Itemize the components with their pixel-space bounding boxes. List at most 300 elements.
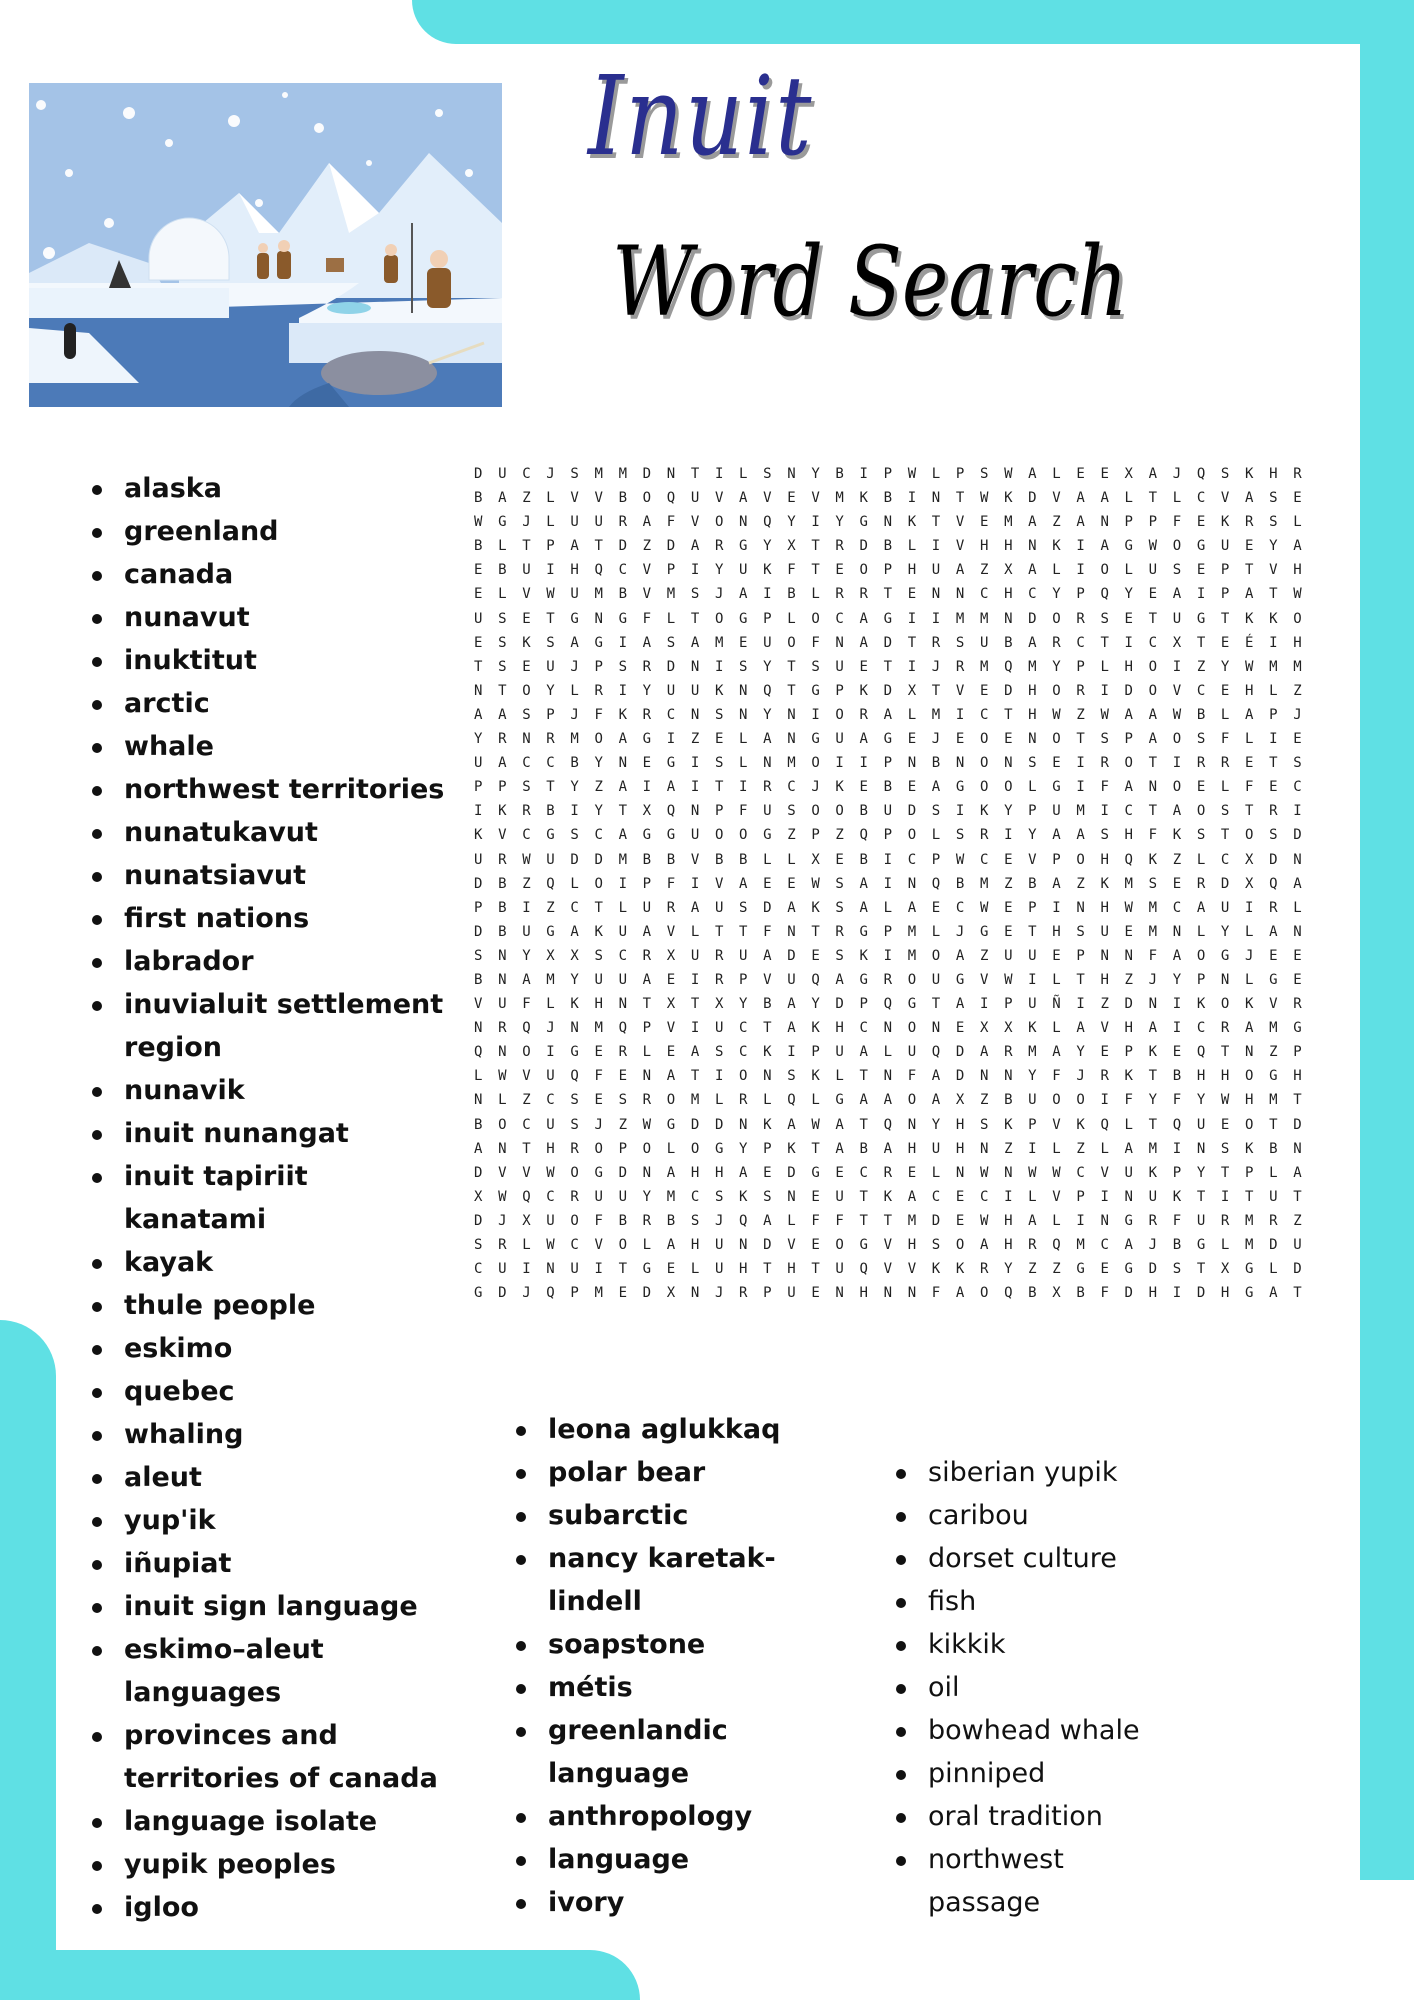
grid-cell[interactable]: R	[1028, 1237, 1037, 1253]
grid-cell[interactable]: F	[931, 1285, 941, 1302]
grid-cell[interactable]: J	[1293, 706, 1302, 723]
grid-cell[interactable]: A	[1245, 490, 1254, 507]
grid-cell[interactable]: R	[546, 731, 555, 748]
grid-cell[interactable]: N	[787, 731, 796, 748]
grid-cell[interactable]: P	[763, 1285, 772, 1302]
grid-cell[interactable]: L	[570, 875, 579, 892]
grid-cell[interactable]: V	[1052, 1188, 1061, 1205]
grid-cell[interactable]: S	[1269, 827, 1278, 844]
grid-cell[interactable]: H	[714, 1164, 724, 1181]
grid-cell[interactable]: O	[666, 1092, 676, 1109]
grid-cell[interactable]: R	[642, 706, 652, 723]
grid-cell[interactable]: K	[594, 923, 603, 940]
grid-cell[interactable]: C	[546, 1092, 555, 1109]
grid-cell[interactable]: X	[666, 947, 676, 964]
grid-cell[interactable]: A	[835, 1116, 844, 1133]
grid-cell[interactable]: Z	[835, 827, 844, 844]
grid-cell[interactable]: V	[1028, 851, 1037, 868]
grid-cell[interactable]: G	[570, 1044, 579, 1061]
grid-cell[interactable]: G	[570, 610, 579, 627]
grid-cell[interactable]: K	[1076, 1116, 1085, 1133]
grid-cell[interactable]: K	[859, 947, 868, 964]
grid-cell[interactable]: F	[666, 514, 676, 531]
grid-cell[interactable]: B	[859, 803, 868, 820]
grid-cell[interactable]: P	[1004, 996, 1013, 1013]
grid-cell[interactable]: E	[811, 1285, 820, 1302]
grid-cell[interactable]: L	[1124, 490, 1133, 507]
grid-cell[interactable]: K	[1004, 490, 1013, 507]
grid-cell[interactable]: B	[739, 851, 748, 868]
grid-cell[interactable]: V	[714, 490, 724, 507]
grid-cell[interactable]: U	[570, 586, 579, 603]
grid-cell[interactable]: R	[1220, 1212, 1230, 1229]
grid-cell[interactable]: F	[1100, 1285, 1109, 1302]
grid-cell[interactable]: V	[642, 562, 652, 579]
grid-cell[interactable]: A	[883, 706, 893, 723]
grid-cell[interactable]: B	[787, 586, 796, 603]
grid-cell[interactable]: R	[859, 706, 868, 723]
grid-cell[interactable]: E	[931, 899, 941, 916]
grid-cell[interactable]: A	[498, 755, 507, 772]
grid-cell[interactable]: P	[955, 466, 965, 482]
grid-cell[interactable]: S	[835, 875, 844, 892]
grid-cell[interactable]: K	[474, 827, 483, 844]
grid-cell[interactable]: I	[714, 466, 724, 482]
grid-cell[interactable]: I	[955, 706, 965, 723]
grid-cell[interactable]: T	[859, 1068, 868, 1085]
grid-cell[interactable]: W	[1148, 538, 1158, 555]
grid-cell[interactable]: C	[979, 1188, 989, 1205]
grid-cell[interactable]: I	[1220, 1188, 1230, 1205]
grid-cell[interactable]: K	[1172, 827, 1182, 844]
grid-cell[interactable]: G	[618, 610, 627, 627]
grid-cell[interactable]: A	[931, 1068, 941, 1085]
grid-cell[interactable]: S	[1220, 466, 1230, 482]
grid-cell[interactable]: H	[1245, 682, 1254, 699]
grid-cell[interactable]: K	[1172, 1188, 1182, 1205]
grid-cell[interactable]: D	[1028, 490, 1037, 507]
grid-cell[interactable]: J	[714, 586, 724, 603]
grid-cell[interactable]: D	[1124, 1285, 1133, 1302]
grid-cell[interactable]: Q	[739, 1212, 748, 1229]
grid-cell[interactable]: B	[618, 490, 627, 507]
grid-cell[interactable]: R	[642, 1092, 652, 1109]
grid-cell[interactable]: R	[979, 827, 989, 844]
grid-cell[interactable]: H	[594, 996, 603, 1013]
grid-cell[interactable]: P	[1076, 1188, 1085, 1205]
grid-cell[interactable]: K	[811, 899, 820, 916]
grid-cell[interactable]: G	[859, 1237, 868, 1253]
grid-cell[interactable]: G	[955, 971, 965, 988]
grid-cell[interactable]: I	[618, 875, 627, 892]
grid-cell[interactable]: E	[955, 1212, 965, 1229]
grid-cell[interactable]: N	[739, 1237, 748, 1253]
grid-cell[interactable]: N	[474, 1092, 483, 1109]
grid-cell[interactable]: V	[1100, 1164, 1109, 1181]
grid-cell[interactable]: I	[1076, 538, 1085, 555]
grid-cell[interactable]: S	[1100, 827, 1109, 844]
grid-cell[interactable]: N	[1004, 1068, 1013, 1085]
grid-cell[interactable]: E	[811, 1188, 820, 1205]
grid-cell[interactable]: C	[1076, 1164, 1085, 1181]
grid-cell[interactable]: R	[1293, 466, 1302, 482]
grid-cell[interactable]: U	[979, 634, 989, 651]
grid-cell[interactable]: V	[570, 490, 579, 507]
grid-cell[interactable]: A	[859, 1092, 868, 1109]
grid-cell[interactable]: H	[859, 1285, 868, 1302]
grid-cell[interactable]: K	[835, 779, 844, 796]
grid-cell[interactable]: Y	[787, 514, 796, 531]
grid-cell[interactable]: K	[498, 803, 507, 820]
grid-cell[interactable]: L	[1245, 923, 1254, 940]
grid-cell[interactable]: Y	[811, 996, 820, 1013]
grid-cell[interactable]: J	[570, 706, 579, 723]
grid-cell[interactable]: F	[642, 610, 652, 627]
grid-cell[interactable]: O	[570, 1212, 579, 1229]
grid-cell[interactable]: S	[714, 755, 724, 772]
grid-cell[interactable]: K	[1148, 851, 1158, 868]
grid-cell[interactable]: N	[1220, 971, 1230, 988]
grid-cell[interactable]: Z	[1293, 1212, 1302, 1229]
grid-cell[interactable]: P	[1172, 1164, 1182, 1181]
grid-cell[interactable]: U	[618, 1188, 627, 1205]
grid-cell[interactable]: I	[1076, 755, 1085, 772]
grid-cell[interactable]: C	[1196, 682, 1206, 699]
grid-cell[interactable]: B	[498, 875, 507, 892]
grid-cell[interactable]: L	[787, 1212, 796, 1229]
grid-cell[interactable]: A	[883, 1140, 893, 1157]
grid-cell[interactable]: R	[1245, 514, 1254, 531]
grid-cell[interactable]: F	[1220, 731, 1230, 748]
grid-cell[interactable]: C	[1076, 634, 1085, 651]
grid-cell[interactable]: Z	[594, 779, 603, 796]
grid-cell[interactable]: K	[1245, 1140, 1254, 1157]
grid-cell[interactable]: N	[907, 1285, 917, 1302]
grid-cell[interactable]: U	[883, 803, 893, 820]
grid-cell[interactable]: V	[763, 490, 772, 507]
grid-cell[interactable]: T	[1220, 827, 1230, 844]
grid-cell[interactable]: V	[787, 1237, 796, 1253]
grid-cell[interactable]: N	[739, 682, 748, 699]
grid-cell[interactable]: V	[1052, 490, 1061, 507]
grid-cell[interactable]: R	[1196, 875, 1206, 892]
grid-cell[interactable]: O	[1124, 755, 1133, 772]
grid-cell[interactable]: I	[1172, 658, 1182, 675]
grid-cell[interactable]: Y	[474, 731, 483, 748]
grid-cell[interactable]: I	[1076, 562, 1085, 579]
grid-cell[interactable]: E	[1148, 586, 1158, 603]
grid-cell[interactable]: W	[1028, 1164, 1037, 1181]
grid-cell[interactable]: E	[835, 1164, 844, 1181]
grid-cell[interactable]: I	[618, 682, 627, 699]
grid-cell[interactable]: F	[1148, 827, 1158, 844]
grid-cell[interactable]: A	[1148, 1020, 1158, 1037]
grid-cell[interactable]: D	[1269, 851, 1278, 868]
grid-cell[interactable]: Z	[522, 1092, 531, 1109]
grid-cell[interactable]: N	[1100, 947, 1109, 964]
grid-cell[interactable]: T	[1148, 755, 1158, 772]
grid-cell[interactable]: W	[1004, 971, 1013, 988]
grid-cell[interactable]: I	[666, 731, 676, 748]
grid-cell[interactable]: O	[690, 1140, 700, 1157]
grid-cell[interactable]: S	[714, 1188, 724, 1205]
grid-cell[interactable]: E	[1245, 538, 1254, 555]
grid-cell[interactable]: A	[787, 1116, 796, 1133]
grid-cell[interactable]: X	[955, 1092, 965, 1109]
grid-cell[interactable]: L	[1220, 1237, 1230, 1253]
grid-cell[interactable]: D	[714, 1116, 724, 1133]
grid-cell[interactable]: Y	[1028, 1068, 1037, 1085]
grid-cell[interactable]: U	[618, 971, 627, 988]
grid-cell[interactable]: F	[594, 1212, 603, 1229]
grid-cell[interactable]: L	[1245, 971, 1254, 988]
grid-cell[interactable]: J	[570, 658, 579, 675]
grid-cell[interactable]: G	[642, 827, 652, 844]
grid-cell[interactable]: L	[739, 731, 748, 748]
grid-cell[interactable]: Q	[594, 562, 603, 579]
grid-cell[interactable]: V	[714, 875, 724, 892]
grid-cell[interactable]: O	[931, 947, 941, 964]
grid-cell[interactable]: R	[835, 586, 844, 603]
grid-cell[interactable]: K	[763, 1116, 772, 1133]
grid-cell[interactable]: O	[811, 755, 820, 772]
grid-cell[interactable]: H	[1124, 827, 1133, 844]
grid-cell[interactable]: R	[1148, 1212, 1158, 1229]
grid-cell[interactable]: T	[642, 996, 652, 1013]
grid-cell[interactable]: H	[690, 1237, 700, 1253]
grid-cell[interactable]: R	[1196, 755, 1206, 772]
grid-cell[interactable]: U	[739, 562, 748, 579]
grid-cell[interactable]: W	[546, 1237, 555, 1253]
grid-cell[interactable]: A	[498, 706, 507, 723]
grid-cell[interactable]: O	[1052, 731, 1061, 748]
grid-cell[interactable]: Y	[1052, 586, 1061, 603]
grid-cell[interactable]: I	[546, 1044, 555, 1061]
grid-cell[interactable]: N	[618, 996, 627, 1013]
grid-cell[interactable]: T	[1148, 803, 1158, 820]
grid-cell[interactable]: E	[666, 1261, 676, 1278]
grid-cell[interactable]: K	[1220, 514, 1230, 531]
grid-cell[interactable]: H	[1293, 634, 1302, 651]
grid-cell[interactable]: W	[1245, 658, 1254, 675]
grid-cell[interactable]: T	[931, 682, 941, 699]
grid-cell[interactable]: Y	[1269, 538, 1278, 555]
grid-cell[interactable]: S	[1196, 827, 1206, 844]
grid-cell[interactable]: Z	[546, 899, 555, 916]
grid-cell[interactable]: X	[787, 538, 796, 555]
grid-cell[interactable]: S	[955, 634, 965, 651]
grid-cell[interactable]: G	[594, 1164, 603, 1181]
grid-cell[interactable]: R	[763, 779, 772, 796]
grid-cell[interactable]: E	[1196, 514, 1206, 531]
grid-cell[interactable]: E	[1196, 562, 1206, 579]
grid-cell[interactable]: A	[522, 971, 531, 988]
grid-cell[interactable]: B	[498, 923, 507, 940]
grid-cell[interactable]: Q	[859, 827, 868, 844]
grid-cell[interactable]: P	[1196, 971, 1206, 988]
grid-cell[interactable]: Z	[1269, 1044, 1278, 1061]
grid-cell[interactable]: W	[979, 1212, 989, 1229]
grid-cell[interactable]: V	[1269, 996, 1278, 1013]
grid-cell[interactable]: T	[811, 538, 820, 555]
grid-cell[interactable]: N	[955, 755, 965, 772]
grid-cell[interactable]: H	[1269, 466, 1278, 482]
grid-cell[interactable]: L	[883, 899, 893, 916]
grid-cell[interactable]: O	[859, 562, 868, 579]
grid-cell[interactable]: W	[1293, 586, 1302, 603]
grid-cell[interactable]: L	[1293, 899, 1302, 916]
grid-cell[interactable]: G	[1245, 1285, 1254, 1302]
grid-cell[interactable]: M	[618, 851, 627, 868]
grid-cell[interactable]: M	[1293, 658, 1302, 675]
grid-cell[interactable]: I	[714, 1068, 724, 1085]
grid-cell[interactable]: Z	[1052, 1261, 1061, 1278]
grid-cell[interactable]: N	[1196, 1140, 1206, 1157]
grid-cell[interactable]: H	[1028, 682, 1037, 699]
grid-cell[interactable]: S	[787, 1068, 796, 1085]
grid-cell[interactable]: S	[498, 634, 507, 651]
grid-cell[interactable]: D	[763, 1237, 772, 1253]
grid-cell[interactable]: A	[979, 1237, 989, 1253]
grid-cell[interactable]: L	[907, 706, 917, 723]
grid-cell[interactable]: J	[1148, 971, 1158, 988]
grid-cell[interactable]: U	[498, 996, 507, 1013]
grid-cell[interactable]: D	[618, 1164, 627, 1181]
grid-cell[interactable]: E	[1293, 731, 1302, 748]
grid-cell[interactable]: Q	[1100, 1116, 1109, 1133]
grid-cell[interactable]: L	[787, 610, 796, 627]
grid-cell[interactable]: T	[690, 996, 700, 1013]
grid-cell[interactable]: R	[1076, 682, 1085, 699]
grid-cell[interactable]: O	[570, 1164, 579, 1181]
grid-cell[interactable]: S	[1196, 731, 1206, 748]
grid-cell[interactable]: A	[763, 947, 772, 964]
grid-cell[interactable]: N	[763, 755, 772, 772]
grid-cell[interactable]: P	[763, 1140, 772, 1157]
grid-cell[interactable]: I	[1269, 634, 1278, 651]
grid-cell[interactable]: F	[787, 562, 796, 579]
grid-cell[interactable]: L	[1196, 851, 1206, 868]
grid-cell[interactable]: Q	[1172, 1116, 1182, 1133]
grid-cell[interactable]: W	[811, 875, 820, 892]
grid-cell[interactable]: N	[1100, 1212, 1109, 1229]
grid-cell[interactable]: H	[907, 1140, 917, 1157]
grid-cell[interactable]: G	[1196, 610, 1206, 627]
grid-cell[interactable]: O	[835, 803, 844, 820]
grid-cell[interactable]: Z	[1124, 971, 1133, 988]
grid-cell[interactable]: U	[835, 658, 844, 675]
grid-cell[interactable]: U	[1293, 1237, 1302, 1253]
grid-cell[interactable]: B	[474, 1116, 483, 1133]
grid-cell[interactable]: N	[787, 466, 796, 482]
grid-cell[interactable]: A	[859, 731, 868, 748]
grid-cell[interactable]: I	[570, 803, 579, 820]
grid-cell[interactable]: O	[1172, 779, 1182, 796]
grid-cell[interactable]: V	[955, 682, 965, 699]
grid-cell[interactable]: U	[474, 851, 483, 868]
grid-cell[interactable]: C	[739, 1020, 748, 1037]
grid-cell[interactable]: X	[666, 1285, 676, 1302]
grid-cell[interactable]: A	[739, 586, 748, 603]
grid-cell[interactable]: W	[979, 899, 989, 916]
grid-cell[interactable]: Y	[739, 996, 748, 1013]
grid-cell[interactable]: S	[570, 827, 579, 844]
grid-cell[interactable]: I	[811, 514, 820, 531]
grid-cell[interactable]: P	[1148, 514, 1158, 531]
grid-cell[interactable]: M	[666, 1188, 676, 1205]
grid-cell[interactable]: A	[1172, 803, 1182, 820]
grid-cell[interactable]: J	[931, 731, 941, 748]
grid-cell[interactable]: E	[835, 562, 844, 579]
grid-cell[interactable]: N	[979, 1140, 989, 1157]
grid-cell[interactable]: G	[546, 827, 555, 844]
grid-cell[interactable]: M	[907, 923, 917, 940]
grid-cell[interactable]: N	[955, 1164, 965, 1181]
grid-cell[interactable]: Z	[1172, 851, 1182, 868]
grid-cell[interactable]: M	[931, 706, 941, 723]
grid-cell[interactable]: X	[1004, 1020, 1013, 1037]
grid-cell[interactable]: Z	[642, 538, 652, 555]
grid-cell[interactable]: S	[835, 947, 844, 964]
grid-cell[interactable]: D	[1293, 1261, 1302, 1278]
grid-cell[interactable]: O	[498, 1116, 507, 1133]
grid-cell[interactable]: Q	[522, 1188, 531, 1205]
grid-cell[interactable]: A	[1245, 1020, 1254, 1037]
grid-cell[interactable]: S	[787, 803, 796, 820]
grid-cell[interactable]: T	[690, 466, 700, 482]
grid-cell[interactable]: Y	[642, 1188, 652, 1205]
grid-cell[interactable]: N	[883, 1068, 893, 1085]
grid-cell[interactable]: N	[474, 1020, 483, 1037]
grid-cell[interactable]: U	[546, 658, 555, 675]
grid-cell[interactable]: L	[739, 755, 748, 772]
grid-cell[interactable]: E	[907, 731, 917, 748]
grid-cell[interactable]: W	[979, 1164, 989, 1181]
grid-cell[interactable]: F	[1148, 947, 1158, 964]
grid-cell[interactable]: L	[666, 1140, 676, 1157]
grid-cell[interactable]: F	[739, 803, 748, 820]
grid-cell[interactable]: M	[907, 1212, 917, 1229]
grid-cell[interactable]: Q	[859, 1261, 868, 1278]
grid-cell[interactable]: Q	[763, 682, 772, 699]
grid-cell[interactable]: S	[1220, 803, 1230, 820]
grid-cell[interactable]: H	[1220, 1068, 1230, 1085]
grid-cell[interactable]: I	[1172, 755, 1182, 772]
grid-cell[interactable]: J	[522, 1285, 531, 1302]
grid-cell[interactable]: A	[739, 1164, 748, 1181]
grid-cell[interactable]: I	[1124, 634, 1133, 651]
grid-cell[interactable]: P	[1076, 586, 1085, 603]
grid-cell[interactable]: D	[907, 803, 917, 820]
grid-cell[interactable]: T	[739, 923, 748, 940]
grid-cell[interactable]: Q	[474, 1044, 483, 1061]
grid-cell[interactable]: H	[955, 1116, 965, 1133]
grid-cell[interactable]: D	[1124, 996, 1133, 1013]
grid-cell[interactable]: P	[618, 1140, 627, 1157]
grid-cell[interactable]: L	[1124, 562, 1133, 579]
grid-cell[interactable]: L	[1269, 682, 1278, 699]
grid-cell[interactable]: L	[1028, 779, 1037, 796]
grid-cell[interactable]: Q	[1004, 658, 1013, 675]
grid-cell[interactable]: C	[1028, 586, 1037, 603]
grid-cell[interactable]: K	[1148, 1164, 1158, 1181]
grid-cell[interactable]: G	[763, 827, 772, 844]
grid-cell[interactable]: I	[907, 490, 917, 507]
grid-cell[interactable]: E	[1269, 779, 1278, 796]
grid-cell[interactable]: I	[1076, 996, 1085, 1013]
grid-cell[interactable]: V	[763, 971, 772, 988]
grid-cell[interactable]: I	[690, 779, 700, 796]
